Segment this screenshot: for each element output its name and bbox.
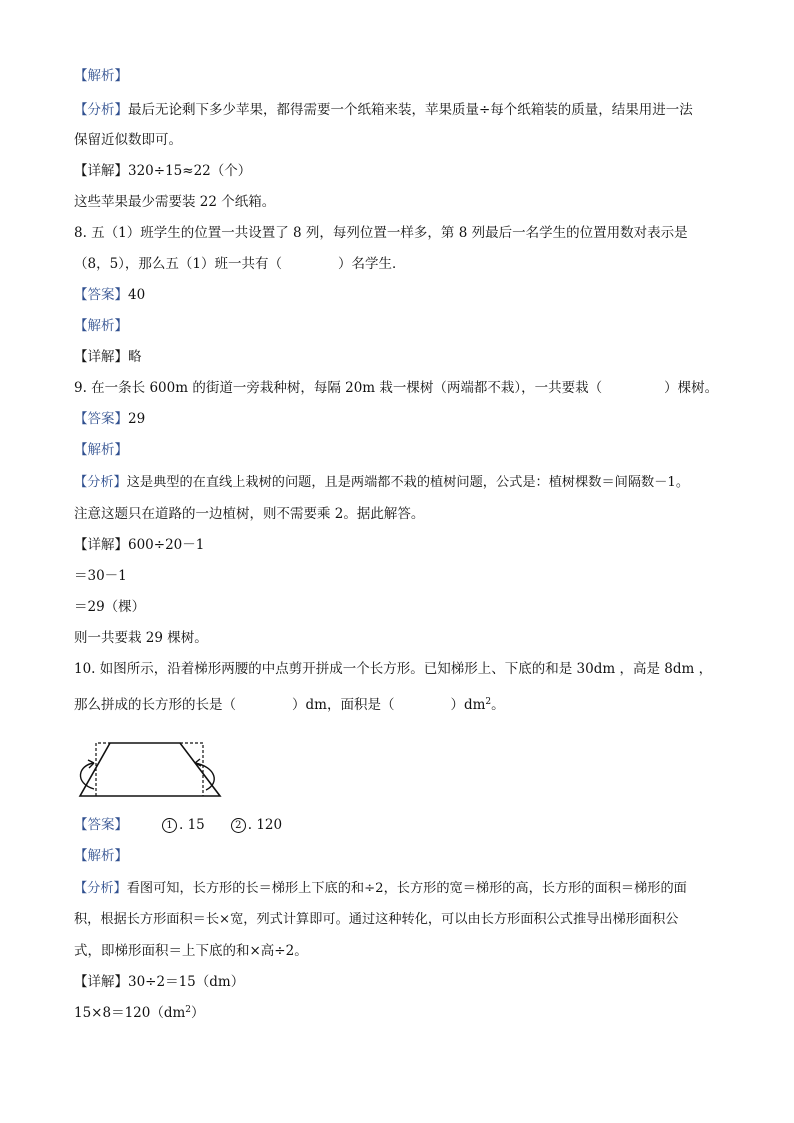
answer-value: . 120 (247, 817, 283, 833)
answer-value: 29 (128, 411, 146, 427)
analysis-line (74, 879, 687, 899)
analysis-line (74, 941, 308, 961)
detail-text: 320÷15≈22（个） (128, 163, 252, 179)
analysis-line (74, 130, 182, 150)
trapezoid-figure (70, 733, 230, 803)
detail-line (74, 347, 142, 367)
fenxi-text: 注意这题只在道路的一边植树，则不需要乘 2。据此解答。 (74, 506, 425, 522)
analysis-line (74, 910, 678, 930)
detail-line (74, 597, 145, 617)
detail-tag: 【详解】 (74, 537, 128, 553)
detail-text: ＝29（棵） (74, 599, 146, 615)
analysis-line (74, 504, 424, 524)
fenxi-text: 这是典型的在直线上栽树的问题，且是两端都不栽的植树问题，公式是：植树棵数＝间隔数－1。 (126, 475, 690, 490)
answer-line (74, 409, 145, 429)
fenxi-text: 最后无论剩下多少苹果，都得需要一个纸箱来装，苹果质量÷每个纸箱装的质量，结果用进一法 (128, 102, 693, 118)
detail-text: 略 (128, 349, 142, 365)
analysis-line (74, 473, 689, 493)
question-text: ）棵树。 (664, 380, 719, 396)
conclusion-line (74, 192, 275, 212)
detail-text: 15×8＝120（dm (74, 1005, 186, 1021)
fenxi-text: 式，即梯形面积＝上下底的和×高÷2。 (74, 943, 308, 959)
answer-line (74, 285, 145, 305)
fenxi-tag: 【分析】 (74, 475, 127, 490)
conclusion-line (74, 628, 208, 648)
analysis-tag: 【解析】 (74, 442, 128, 458)
answer-value: . 15 (179, 817, 205, 833)
analysis-tag: 【解析】 (74, 318, 128, 334)
detail-text: 600÷20－1 (128, 537, 205, 553)
detail-line (74, 535, 204, 555)
superscript: 2 (485, 697, 492, 707)
analysis-tag: 【解析】 (74, 848, 128, 864)
question-text: ）名学生． (338, 256, 406, 272)
question-text: 8. 五（1）班学生的位置一共设置了 8 列，每列位置一样多，第 8 列最后一名学生的位置用数对表示是 (74, 225, 688, 241)
dashed-left-rectangle-edge (96, 743, 110, 796)
question-text: 。 (491, 697, 505, 713)
detail-line (74, 566, 127, 586)
circled-number: 1 (162, 818, 177, 833)
detail-line (74, 161, 251, 181)
fenxi-text: 积，根据长方形面积＝长×宽，列式计算即可。通过这种转化，可以由长方形面积公式推导出梯形面积公 (74, 912, 679, 927)
fenxi-text: 看图可知，长方形的长＝梯形上下底的和÷2，长方形的宽＝梯形的高，长方形的面积＝梯形的面 (126, 881, 687, 896)
question-text: ）dm (450, 697, 486, 713)
question-text: 9. 在一条长 600m 的街道一旁栽种树，每隔 20m 栽一棵树（两端都不栽），一共要栽（ (74, 380, 603, 396)
conclusion-text: 则一共要栽 29 棵树。 (74, 630, 208, 646)
detail-text: ） (191, 1005, 205, 1021)
answer-value: 40 (128, 287, 146, 303)
circled-number: 2 (231, 818, 246, 833)
answer-tag: 【答案】 (74, 817, 128, 833)
trapezoid-shape (80, 743, 220, 796)
fenxi-text: 保留近似数即可。 (74, 132, 182, 148)
detail-line (74, 1003, 205, 1023)
detail-line (74, 972, 244, 992)
question-text: 那么拼成的长方形的长是（ (74, 697, 236, 713)
analysis-heading (74, 440, 128, 460)
conclusion-text: 这些苹果最少需要装 22 个纸箱。 (74, 194, 276, 210)
analysis-heading (74, 66, 128, 86)
detail-tag: 【详解】 (74, 349, 128, 365)
analysis-heading (74, 846, 128, 866)
detail-tag: 【详解】 (74, 974, 128, 990)
analysis-tag: 【解析】 (74, 68, 128, 84)
fenxi-tag: 【分析】 (74, 102, 128, 118)
answer-tag: 【答案】 (74, 287, 128, 303)
question-text: ）dm，面积是（ (292, 697, 395, 713)
question-10-line (74, 659, 712, 679)
question-text: 10. 如图所示，沿着梯形两腰的中点剪开拼成一个长方形。已知梯形上、下底的和是 30dm ，高是 8dm ， (74, 661, 713, 677)
answer-tag: 【答案】 (74, 411, 128, 427)
fenxi-tag: 【分析】 (74, 881, 127, 896)
detail-text: 30÷2＝15（dm） (128, 974, 245, 990)
analysis-heading (74, 316, 128, 336)
answer-line (74, 815, 282, 835)
detail-tag: 【详解】 (74, 163, 128, 179)
question-8-line (74, 223, 688, 243)
question-text: （8，5），那么五（1）班一共有（ (74, 256, 283, 272)
question-9-line (74, 378, 718, 398)
detail-text: ＝30－1 (74, 568, 127, 584)
question-8-line (74, 254, 406, 274)
superscript: 2 (185, 1005, 192, 1015)
analysis-line (74, 100, 693, 120)
question-10-line (74, 695, 505, 715)
